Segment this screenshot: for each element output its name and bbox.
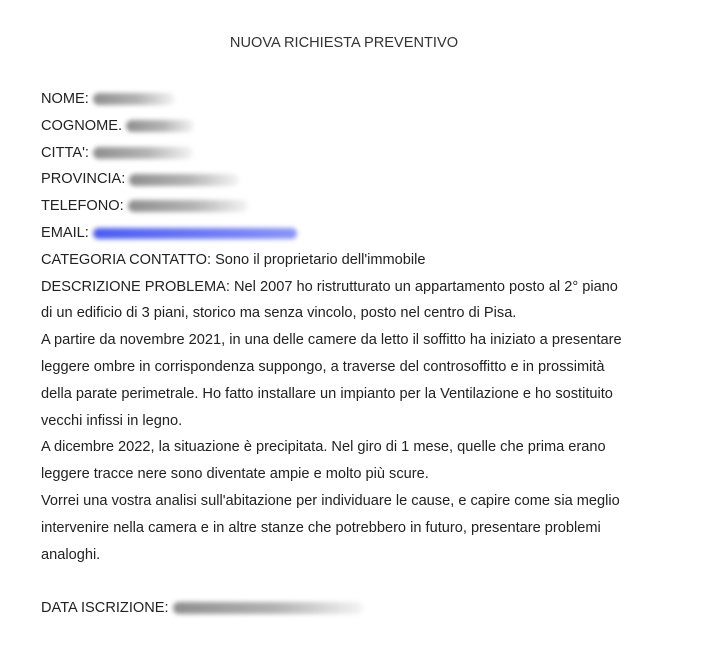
field-telefono [41, 193, 681, 220]
description-line: Vorrei una vostra analisi sull'abitazione per individuare le cause, e capire come sia meglio [41, 492, 620, 509]
field-provincia [41, 166, 681, 193]
data-iscrizione-label: DATA ISCRIZIONE: [41, 600, 169, 617]
field-email [41, 220, 681, 247]
description-line: A dicembre 2022, la situazione è precipitata. Nel giro di 1 mese, quelle che prima erano [41, 439, 606, 456]
description-line: di un edificio di 3 piani, storico ma senza vincolo, posto nel centro di Pisa. [41, 305, 517, 322]
redacted-nome [93, 93, 175, 105]
request-body [41, 86, 681, 622]
telefono-label: TELEFONO: [41, 198, 124, 215]
field-descrizione [41, 274, 681, 301]
field-citta [41, 140, 681, 167]
page-title: NUOVA RICHIESTA PREVENTIVO [229, 35, 459, 51]
description-line: analoghi. [41, 546, 101, 563]
spacer [41, 568, 681, 595]
nome-label: NOME: [41, 91, 89, 107]
description-line: A partire da novembre 2021, in una delle camere da letto il soffitto ha iniziato a presentare [41, 332, 622, 349]
email-label: EMAIL: [41, 224, 89, 241]
description-line: Nel 2007 ho ristrutturato un appartamento posto al 2° piano [234, 278, 618, 295]
description-line: della parate perimetrale. Ho fatto installare un impianto per la Ventilazione e ho sostituito [41, 385, 613, 402]
categoria-value: Sono il proprietario dell'immobile [215, 251, 426, 268]
descrizione-label: DESCRIZIONE PROBLEMA: [41, 278, 230, 295]
redacted-data-iscrizione [173, 602, 363, 614]
redacted-citta [93, 147, 193, 159]
redacted-provincia [129, 174, 239, 186]
description-line: leggere ombre in corrispondenza suppongo, a traverse del controsoffitto e in prossimità [41, 358, 605, 375]
categoria-label: CATEGORIA CONTATTO: [41, 251, 211, 268]
description-line: intervenire nella camera e in altre stanze che potrebbero in futuro, presentare problemi [41, 519, 601, 536]
field-cognome [41, 113, 681, 140]
redacted-email-link[interactable] [93, 228, 297, 239]
redacted-telefono [128, 200, 248, 212]
description-line: vecchi infissi in legno. [41, 412, 183, 429]
description-line: leggere tracce nere sono diventate ampie e molto più scure. [41, 466, 429, 483]
cognome-label: COGNOME. [41, 117, 123, 134]
field-nome [41, 86, 681, 113]
citta-label: CITTA': [41, 144, 89, 161]
field-data-iscrizione [41, 595, 681, 622]
field-categoria [41, 247, 681, 274]
redacted-cognome [126, 120, 194, 132]
provincia-label: PROVINCIA: [41, 171, 126, 188]
